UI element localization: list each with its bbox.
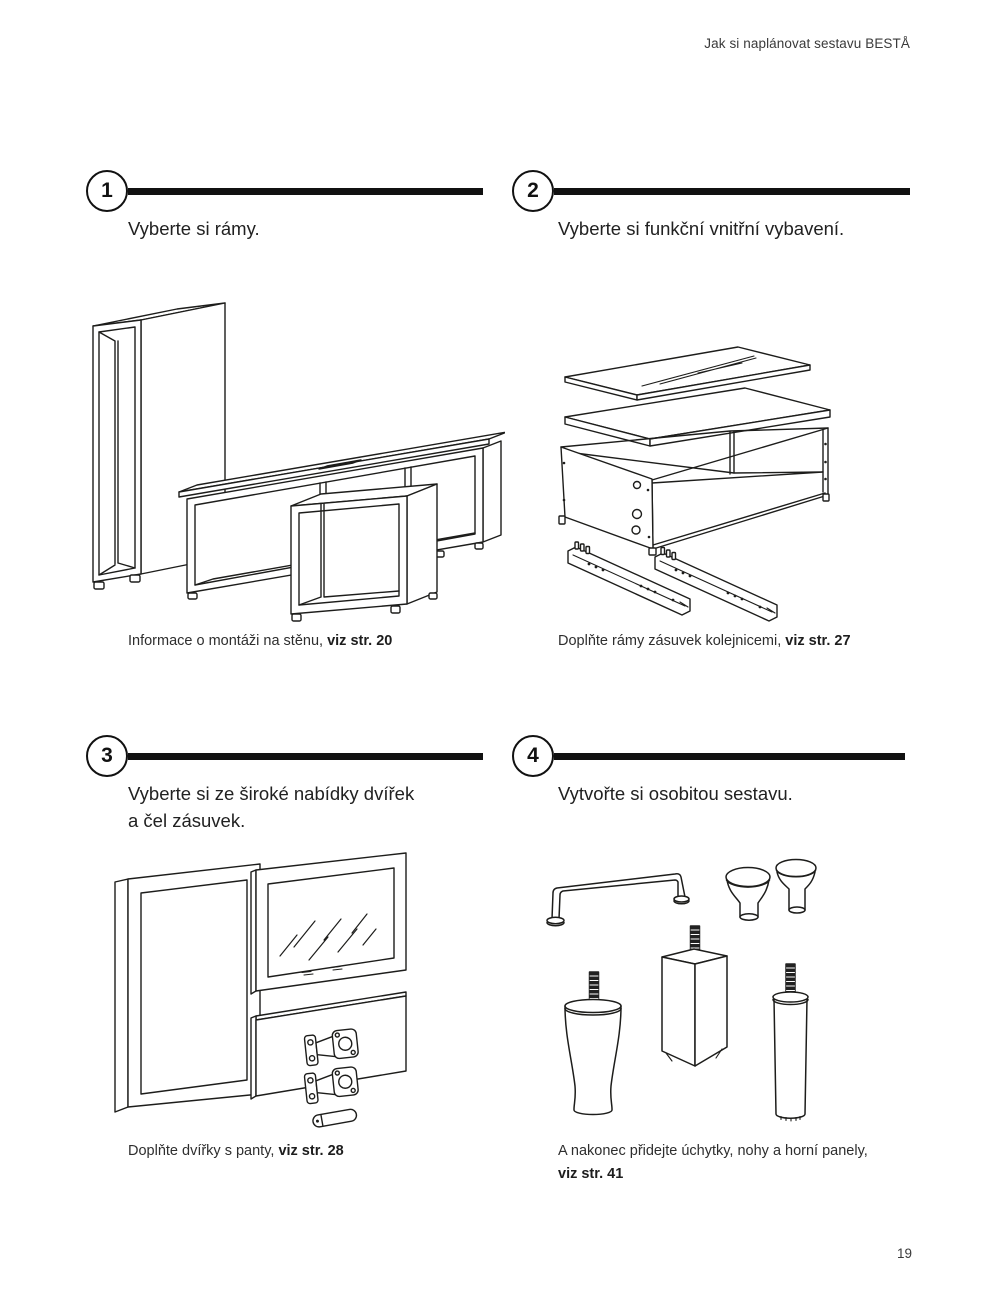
section-2: [512, 170, 910, 242]
section-rule: [554, 188, 910, 195]
doors-illustration: [108, 848, 443, 1138]
section-title: [558, 780, 905, 807]
section-title: [128, 780, 483, 834]
page-reference: viz str. 41: [558, 1166, 624, 1182]
page-reference: viz str. 20: [327, 633, 393, 649]
title-line: Vyberte si funkční vnitřní vybavení.: [558, 218, 845, 239]
step-number-badge: 4: [512, 735, 554, 777]
section-rule: [128, 753, 483, 760]
section-4-header-row: [512, 735, 905, 777]
illustration-caption-2: [558, 630, 938, 653]
section-3: [86, 735, 483, 834]
title-line: Vyberte si ze široké nabídky dvířek: [128, 783, 415, 804]
title-line: Vytvořte si osobitou sestavu.: [558, 783, 793, 804]
title-line: Vyberte si rámy.: [128, 218, 260, 239]
caption-text: Informace o montáži na stěnu,: [128, 633, 328, 649]
section-4: [512, 735, 905, 807]
illustration-caption-3: [128, 1140, 498, 1163]
caption-text: Doplňte dvířky s panty,: [128, 1143, 279, 1159]
section-2-header-row: [512, 170, 910, 212]
section-title: [558, 215, 910, 242]
section-rule: [554, 753, 905, 760]
page-number: 19: [896, 1246, 912, 1261]
page-reference: viz str. 28: [278, 1143, 344, 1159]
title-line: a čel zásuvek.: [128, 810, 246, 831]
frames-illustration: [85, 292, 505, 627]
caption-text: Doplňte rámy zásuvek kolejnicemi,: [558, 633, 786, 649]
page-header: Jak si naplánovat sestavu BESTÅ: [704, 36, 910, 51]
caption-text: A nakonec přidejte úchytky, nohy a horní panely,: [558, 1143, 868, 1159]
illustration-caption-1: [128, 630, 498, 653]
step-number-badge: 1: [86, 170, 128, 212]
fittings-illustration: [538, 848, 873, 1138]
section-3-header-row: [86, 735, 483, 777]
section-title: [128, 215, 483, 242]
section-1-header-row: [86, 170, 483, 212]
step-number-badge: 3: [86, 735, 128, 777]
section-rule: [128, 188, 483, 195]
section-1: [86, 170, 483, 242]
page-reference: viz str. 27: [785, 633, 851, 649]
step-number-badge: 2: [512, 170, 554, 212]
illustration-caption-4: [558, 1140, 930, 1186]
drawer-rails-illustration: [540, 332, 940, 632]
